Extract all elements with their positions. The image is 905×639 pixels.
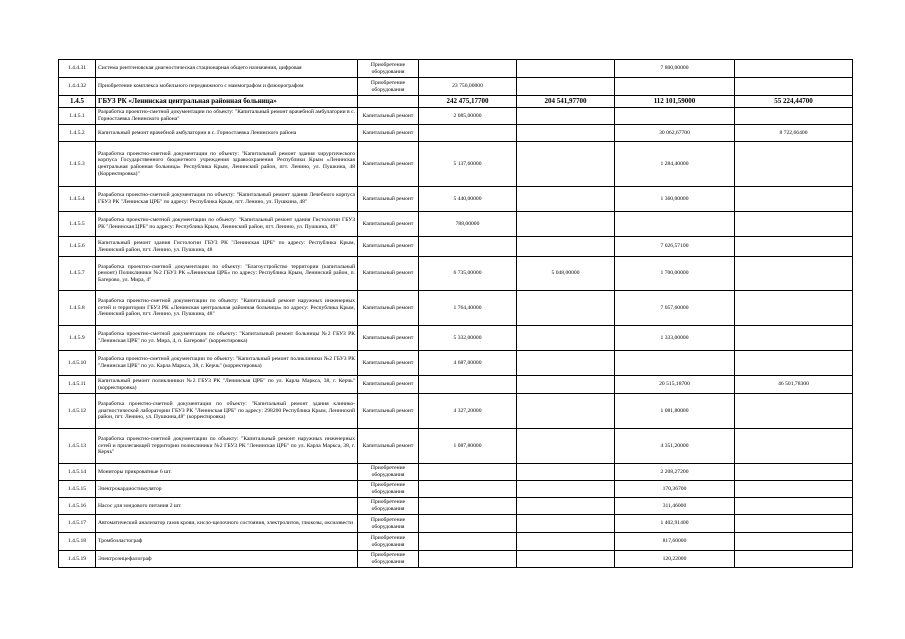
row-type: Капитальный ремонт — [358, 237, 419, 257]
table-body — [59, 60, 853, 568]
row-value-4 — [735, 464, 853, 481]
row-value-1: 788,00000 — [419, 212, 517, 237]
row-code: 1.4.5.4 — [59, 187, 96, 212]
row-type: Капитальный ремонт — [358, 376, 419, 394]
row-value-4 — [735, 533, 853, 551]
row-name: Разработка проектно-сметной документации по объекту: "Капитальный ремонт наружных инженерных сетей и прилегающей территории поликлиники №2 ГБУЗ РК "Ленинская ЦРБ" по ул. Карла Маркса, 38, г. Керчь" — [96, 429, 358, 464]
table-row — [59, 394, 853, 429]
row-value-1 — [419, 551, 517, 568]
table-row — [59, 96, 853, 108]
row-value-2 — [517, 142, 615, 187]
row-type: Приобретение оборудования — [358, 498, 419, 515]
row-value-2 — [517, 108, 615, 125]
row-value-3 — [615, 78, 735, 96]
row-type: Приобретение оборудования — [358, 481, 419, 498]
row-value-1 — [419, 481, 517, 498]
row-value-2 — [517, 326, 615, 351]
row-value-2 — [517, 212, 615, 237]
row-value-4 — [735, 60, 853, 78]
row-value-2 — [517, 291, 615, 326]
row-value-2 — [517, 237, 615, 257]
row-code: 1.4.5.3 — [59, 142, 96, 187]
row-value-3: 120,22000 — [615, 551, 735, 568]
row-value-1: 5 137,60000 — [419, 142, 517, 187]
table-row — [59, 533, 853, 551]
row-name: Капитальный ремонт здания Гистологии ГБУЗ РК "Ленинская ЦРБ" по адресу: Республика Крым, Ленинский район, пгт. Ленино, ул. Пушкина, 48 — [96, 237, 358, 257]
table-row — [59, 326, 853, 351]
row-value-4: 8 722,66400 — [735, 125, 853, 142]
table-row — [59, 257, 853, 291]
row-code: 1.4.5.9 — [59, 326, 96, 351]
row-name: Капитальный ремонт поликлиники №2 ГБУЗ РК "Ленинская ЦРБ" по ул. Карла Маркса, 38, г. Керчь" (корректировка) — [96, 376, 358, 394]
row-value-3: 311,46000 — [615, 498, 735, 515]
row-value-3: 1 700,00000 — [615, 257, 735, 291]
row-name: Автоматический анализатор газов крови, кисло-щелочного состояния, электролитов, глюкозы, оксиазвести — [96, 515, 358, 533]
table-row — [59, 464, 853, 481]
row-value-4: 46 501,78300 — [735, 376, 853, 394]
budget-table — [58, 59, 853, 568]
row-value-2: 204 541,97700 — [517, 96, 615, 108]
row-value-1 — [419, 464, 517, 481]
table-row — [59, 142, 853, 187]
row-code: 1.4.5.19 — [59, 551, 96, 568]
row-value-2 — [517, 429, 615, 464]
table-row — [59, 551, 853, 568]
row-value-1: 6 735,00000 — [419, 257, 517, 291]
row-name: ГБУЗ РК «Ленинская центральная районная больница» — [96, 96, 358, 108]
table-row — [59, 60, 853, 78]
row-value-4 — [735, 515, 853, 533]
row-value-4 — [735, 257, 853, 291]
row-value-1 — [419, 498, 517, 515]
row-value-3: 7 026,57100 — [615, 237, 735, 257]
row-type — [358, 96, 419, 108]
row-value-4 — [735, 108, 853, 125]
row-code: 1.4.5.2 — [59, 125, 96, 142]
row-value-2 — [517, 351, 615, 376]
row-value-4 — [735, 551, 853, 568]
row-name: Разработка проектно-сметной документации по объекту: "Капитальный ремонт поликлиники №2 ГБУЗ РК "Ленинская ЦРБ" по ул. Карла Маркса, 38, г. Керчь" (корректировка) — [96, 351, 358, 376]
row-value-2 — [517, 481, 615, 498]
row-value-3: 1 360,00000 — [615, 187, 735, 212]
row-code: 1.4.5.6 — [59, 237, 96, 257]
row-name: Разработка проектно-сметной документации по объекту: "Благоустройство территории (капитальный ремонт) Поликлиники №2 ГБУЗ РК «Ленинская ЦРБ» по адресу: Республика Крым, Ленинский район, п. Багерово, ул. Мира, 4" — [96, 257, 358, 291]
row-code: 1.4.5.10 — [59, 351, 96, 376]
row-value-1 — [419, 237, 517, 257]
table-row — [59, 515, 853, 533]
row-code: 1.4.5.15 — [59, 481, 96, 498]
row-value-1 — [419, 125, 517, 142]
row-value-1: 23 750,00000 — [419, 78, 517, 96]
row-value-4 — [735, 326, 853, 351]
row-type: Капитальный ремонт — [358, 291, 419, 326]
row-type: Приобретение оборудования — [358, 533, 419, 551]
row-value-2 — [517, 394, 615, 429]
row-value-1 — [419, 376, 517, 394]
row-value-4 — [735, 429, 853, 464]
row-value-4 — [735, 498, 853, 515]
row-name: Разработка проектно-сметной документации по объекту: "Капитальный ремонт врачебной амбулатории в с. Горностаевка Ленинского района" — [96, 108, 358, 125]
row-name: Насос для зондового питания 2 шт. — [96, 498, 358, 515]
row-type: Капитальный ремонт — [358, 187, 419, 212]
row-code: 1.4.5.12 — [59, 394, 96, 429]
row-name: Электрокардиостимулятор — [96, 481, 358, 498]
row-value-2 — [517, 551, 615, 568]
row-value-2 — [517, 78, 615, 96]
row-value-1: 1 087,80000 — [419, 429, 517, 464]
row-value-1 — [419, 515, 517, 533]
row-name: Разработка проектно-сметной документации по объекту: "Капитальный ремонт здания Гистологии ГБУЗ РК "Ленинская ЦРБ" по адресу: Республика Крым, Ленинский район, пгт. Ленино, ул. Пушкина, 48" — [96, 212, 358, 237]
table-row — [59, 78, 853, 96]
row-value-2 — [517, 187, 615, 212]
row-code: 1.4.5.14 — [59, 464, 96, 481]
row-type: Приобретение оборудования — [358, 60, 419, 78]
row-name: Разработка проектно-сметной документации по объекту: "Капитальный ремонт больницы №2 ГБУЗ РК "Ленинская ЦРБ" по ул. Мира, 4, п. Багерово" (корректировка) — [96, 326, 358, 351]
row-value-4: 55 224,44700 — [735, 96, 853, 108]
row-value-2 — [517, 125, 615, 142]
table-row — [59, 108, 853, 125]
row-name: Разработка проектно-сметной документации по объекту: "Капитальный ремонт наружных инженерных сетей и территории ГБУЗ РК «Ленинская центральная районная больница» по адресу: Республика Крым, Ленинский район, пгт. Ленино, ул. Пушкина, 48" — [96, 291, 358, 326]
row-type: Капитальный ремонт — [358, 429, 419, 464]
row-value-2: 5 048,00000 — [517, 257, 615, 291]
table-row — [59, 429, 853, 464]
row-value-3: 20 515,18700 — [615, 376, 735, 394]
row-value-4 — [735, 291, 853, 326]
row-value-3: 4 351,20000 — [615, 429, 735, 464]
row-value-1: 2 085,00000 — [419, 108, 517, 125]
row-type: Капитальный ремонт — [358, 212, 419, 237]
row-type: Приобретение оборудования — [358, 464, 419, 481]
row-code: 1.4.5.1 — [59, 108, 96, 125]
row-code: 1.4.5.16 — [59, 498, 96, 515]
table-row — [59, 481, 853, 498]
row-type: Капитальный ремонт — [358, 257, 419, 291]
row-value-2 — [517, 376, 615, 394]
table-row — [59, 351, 853, 376]
row-code: 1.4.4.31 — [59, 60, 96, 78]
row-name: Разработка проектно-сметной документации по объекту: "Капитальный ремонт здания хирургического корпуса Государственного бюджетного учреждения здравоохранения Республики Крым «Ленинская центральная районная больница» Республика Крым, Ленинский район, пгт. Ленино, ул. Пушкина, 48 (Корректировка)" — [96, 142, 358, 187]
row-code: 1.4.4.32 — [59, 78, 96, 96]
row-name: Приобретение комплекса мобильного передвижного с маммографом и флюорографом — [96, 78, 358, 96]
row-value-3: 7 057,60000 — [615, 291, 735, 326]
row-code: 1.4.5.7 — [59, 257, 96, 291]
row-type: Капитальный ремонт — [358, 125, 419, 142]
row-type: Капитальный ремонт — [358, 142, 419, 187]
row-value-4 — [735, 78, 853, 96]
row-code: 1.4.5.17 — [59, 515, 96, 533]
row-value-1: 5 332,00000 — [419, 326, 517, 351]
table-row — [59, 212, 853, 237]
row-name: Тромбоэластограф — [96, 533, 358, 551]
row-code: 1.4.5 — [59, 96, 96, 108]
row-type: Капитальный ремонт — [358, 351, 419, 376]
row-type: Приобретение оборудования — [358, 515, 419, 533]
row-value-4 — [735, 212, 853, 237]
row-value-1 — [419, 60, 517, 78]
table-row — [59, 237, 853, 257]
row-value-3: 7 800,00000 — [615, 60, 735, 78]
row-value-1: 1 764,40000 — [419, 291, 517, 326]
row-value-3: 1 081,80000 — [615, 394, 735, 429]
row-value-4 — [735, 187, 853, 212]
row-value-2 — [517, 498, 615, 515]
table-row — [59, 376, 853, 394]
row-code: 1.4.5.8 — [59, 291, 96, 326]
row-name: Капитальный ремонт врачебной амбулатории в с. Горностаевка Ленинского района — [96, 125, 358, 142]
row-type: Приобретение оборудования — [358, 551, 419, 568]
row-name: Электроэнцефалограф — [96, 551, 358, 568]
row-value-1: 4 327,20000 — [419, 394, 517, 429]
row-code: 1.4.5.11 — [59, 376, 96, 394]
row-value-4 — [735, 394, 853, 429]
row-value-4 — [735, 351, 853, 376]
row-value-3: 2 208,27200 — [615, 464, 735, 481]
row-value-1 — [419, 533, 517, 551]
row-value-3 — [615, 108, 735, 125]
row-name: Мониторы прикроватные 6 шт. — [96, 464, 358, 481]
row-type: Капитальный ремонт — [358, 326, 419, 351]
row-name: Разработка проектно-сметной документации по объекту: "Капитальный ремонт здания клинико-диагностической лаборатории ГБУЗ РК "Ленинская ЦРБ" по адресу: 298200 Республика Крым, Ленинский район, пгт. Ленино, ул. Пушкина,48" (корректировка) — [96, 394, 358, 429]
row-name: Система рентгеновская диагностическая стационарная общего назначения, цифровая — [96, 60, 358, 78]
row-value-3: 30 062,67700 — [615, 125, 735, 142]
row-value-3: 1 284,40000 — [615, 142, 735, 187]
row-type: Капитальный ремонт — [358, 394, 419, 429]
row-value-1: 4 687,00000 — [419, 351, 517, 376]
row-value-3 — [615, 212, 735, 237]
row-code: 1.4.5.13 — [59, 429, 96, 464]
row-value-4 — [735, 481, 853, 498]
row-type: Капитальный ремонт — [358, 108, 419, 125]
row-value-1: 5 440,00000 — [419, 187, 517, 212]
row-value-2 — [517, 515, 615, 533]
row-value-3: 112 101,59000 — [615, 96, 735, 108]
row-value-2 — [517, 464, 615, 481]
row-value-1: 242 475,17700 — [419, 96, 517, 108]
table-row — [59, 187, 853, 212]
row-value-4 — [735, 142, 853, 187]
row-value-3 — [615, 351, 735, 376]
row-value-3: 1 402,91400 — [615, 515, 735, 533]
row-type: Приобретение оборудования — [358, 78, 419, 96]
table-row — [59, 291, 853, 326]
table-row — [59, 498, 853, 515]
row-code: 1.4.5.5 — [59, 212, 96, 237]
row-value-4 — [735, 237, 853, 257]
row-value-3: 1 333,00000 — [615, 326, 735, 351]
row-name: Разработка проектно-сметной документации по объекту: "Капитальный ремонт здания Лечебного корпуса ГБУЗ РК "Ленинская ЦРБ" по адресу: Республика Крым, пгт. Ленино, ул. Пушкина, 48" — [96, 187, 358, 212]
row-code: 1.4.5.18 — [59, 533, 96, 551]
table-row — [59, 125, 853, 142]
row-value-2 — [517, 60, 615, 78]
row-value-2 — [517, 533, 615, 551]
row-value-3: 170,36700 — [615, 481, 735, 498]
row-value-3: 817,60000 — [615, 533, 735, 551]
